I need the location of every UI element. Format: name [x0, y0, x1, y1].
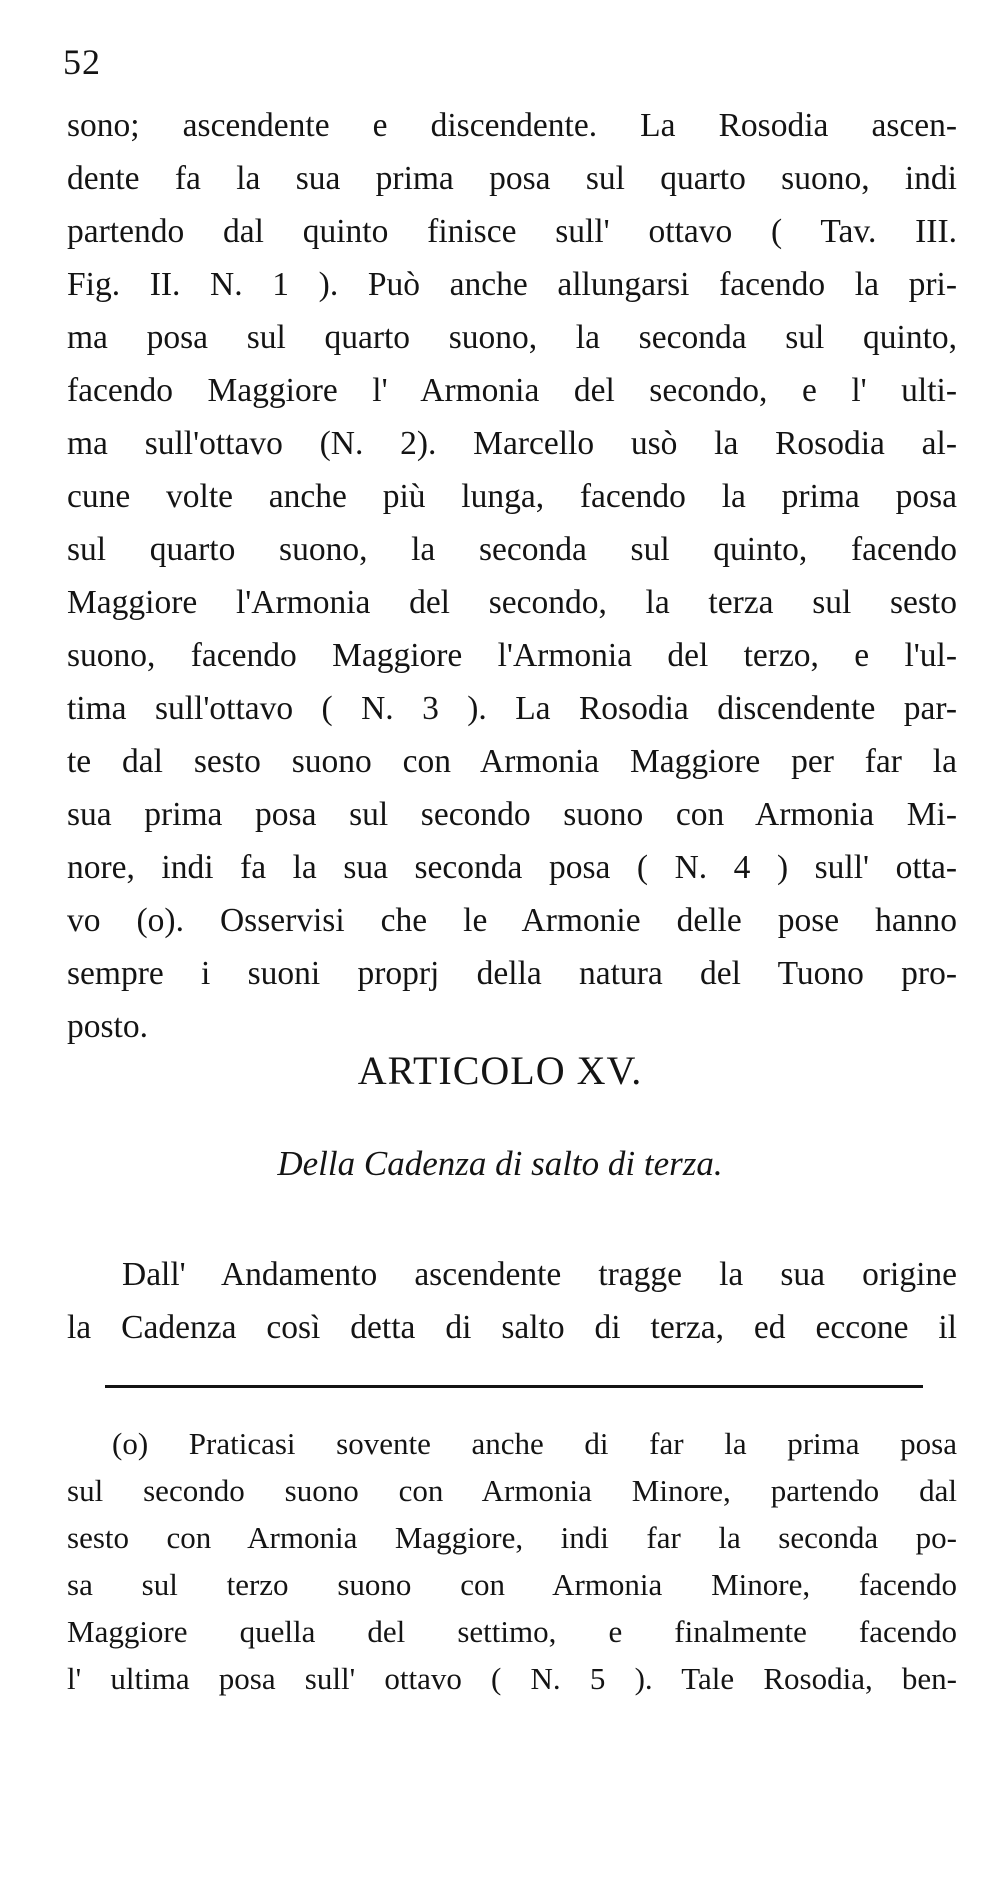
- text-line: vo (o). Osservisi che le Armonie delle pose hanno: [67, 902, 957, 939]
- paragraph-cadenza: [67, 1248, 957, 1354]
- text-line: nore, indi fa la sua seconda posa ( N. 4 ) sull' otta-: [67, 849, 957, 886]
- text-line: te dal sesto suono con Armonia Maggiore per far la: [67, 743, 957, 780]
- article-heading: ARTICOLO XV.: [357, 1048, 643, 1093]
- text-line: sul quarto suono, la seconda sul quinto, facendo: [67, 531, 957, 568]
- text-line: tima sull'ottavo ( N. 3 ). La Rosodia discendente par-: [67, 690, 957, 727]
- text-line: Maggiore l'Armonia del secondo, la terza sul sesto: [67, 584, 957, 621]
- paragraph-rosodia: [67, 99, 957, 1053]
- text-line: cune volte anche più lunga, facendo la prima posa: [67, 478, 957, 515]
- text-line: dente fa la sua prima posa sul quarto suono, indi: [67, 160, 957, 197]
- article-subtitle: Della Cadenza di salto di terza.: [277, 1144, 723, 1183]
- footnote-line: Maggiore quella del settimo, e finalmente facendo: [67, 1614, 957, 1649]
- footnote-divider: [105, 1385, 923, 1388]
- text-line: ma posa sul quarto suono, la seconda sul quinto,: [67, 319, 957, 356]
- text-line: posto.: [67, 1008, 148, 1045]
- text-line: sua prima posa sul secondo suono con Armonia Mi-: [67, 796, 957, 833]
- footnote-line: sesto con Armonia Maggiore, indi far la seconda po-: [67, 1520, 957, 1555]
- text-line: Dall' Andamento ascendente tragge la sua origine: [122, 1256, 957, 1293]
- text-line: partendo dal quinto finisce sull' ottavo ( Tav. III.: [67, 213, 957, 250]
- footnote: [67, 1420, 957, 1702]
- text-line: suono, facendo Maggiore l'Armonia del terzo, e l'ul-: [67, 637, 957, 674]
- footnote-line: l' ultima posa sull' ottavo ( N. 5 ). Tale Rosodia, ben-: [67, 1661, 957, 1696]
- text-line: Fig. II. N. 1 ). Può anche allungarsi facendo la pri-: [67, 266, 957, 303]
- text-line: ma sull'ottavo (N. 2). Marcello usò la Rosodia al-: [67, 425, 957, 462]
- text-line: facendo Maggiore l' Armonia del secondo, e l' ulti-: [67, 372, 957, 409]
- text-line: sono; ascendente e discendente. La Rosodia ascen-: [67, 107, 957, 144]
- footnote-line: sul secondo suono con Armonia Minore, partendo dal: [67, 1473, 957, 1508]
- footnote-line: sa sul terzo suono con Armonia Minore, facendo: [67, 1567, 957, 1602]
- text-line: sempre i suoni proprj della natura del Tuono pro-: [67, 955, 957, 992]
- text-line: la Cadenza così detta di salto di terza, ed eccone il: [67, 1309, 957, 1346]
- page-number: 52: [63, 42, 101, 82]
- footnote-line: (o) Praticasi sovente anche di far la prima posa: [112, 1426, 957, 1461]
